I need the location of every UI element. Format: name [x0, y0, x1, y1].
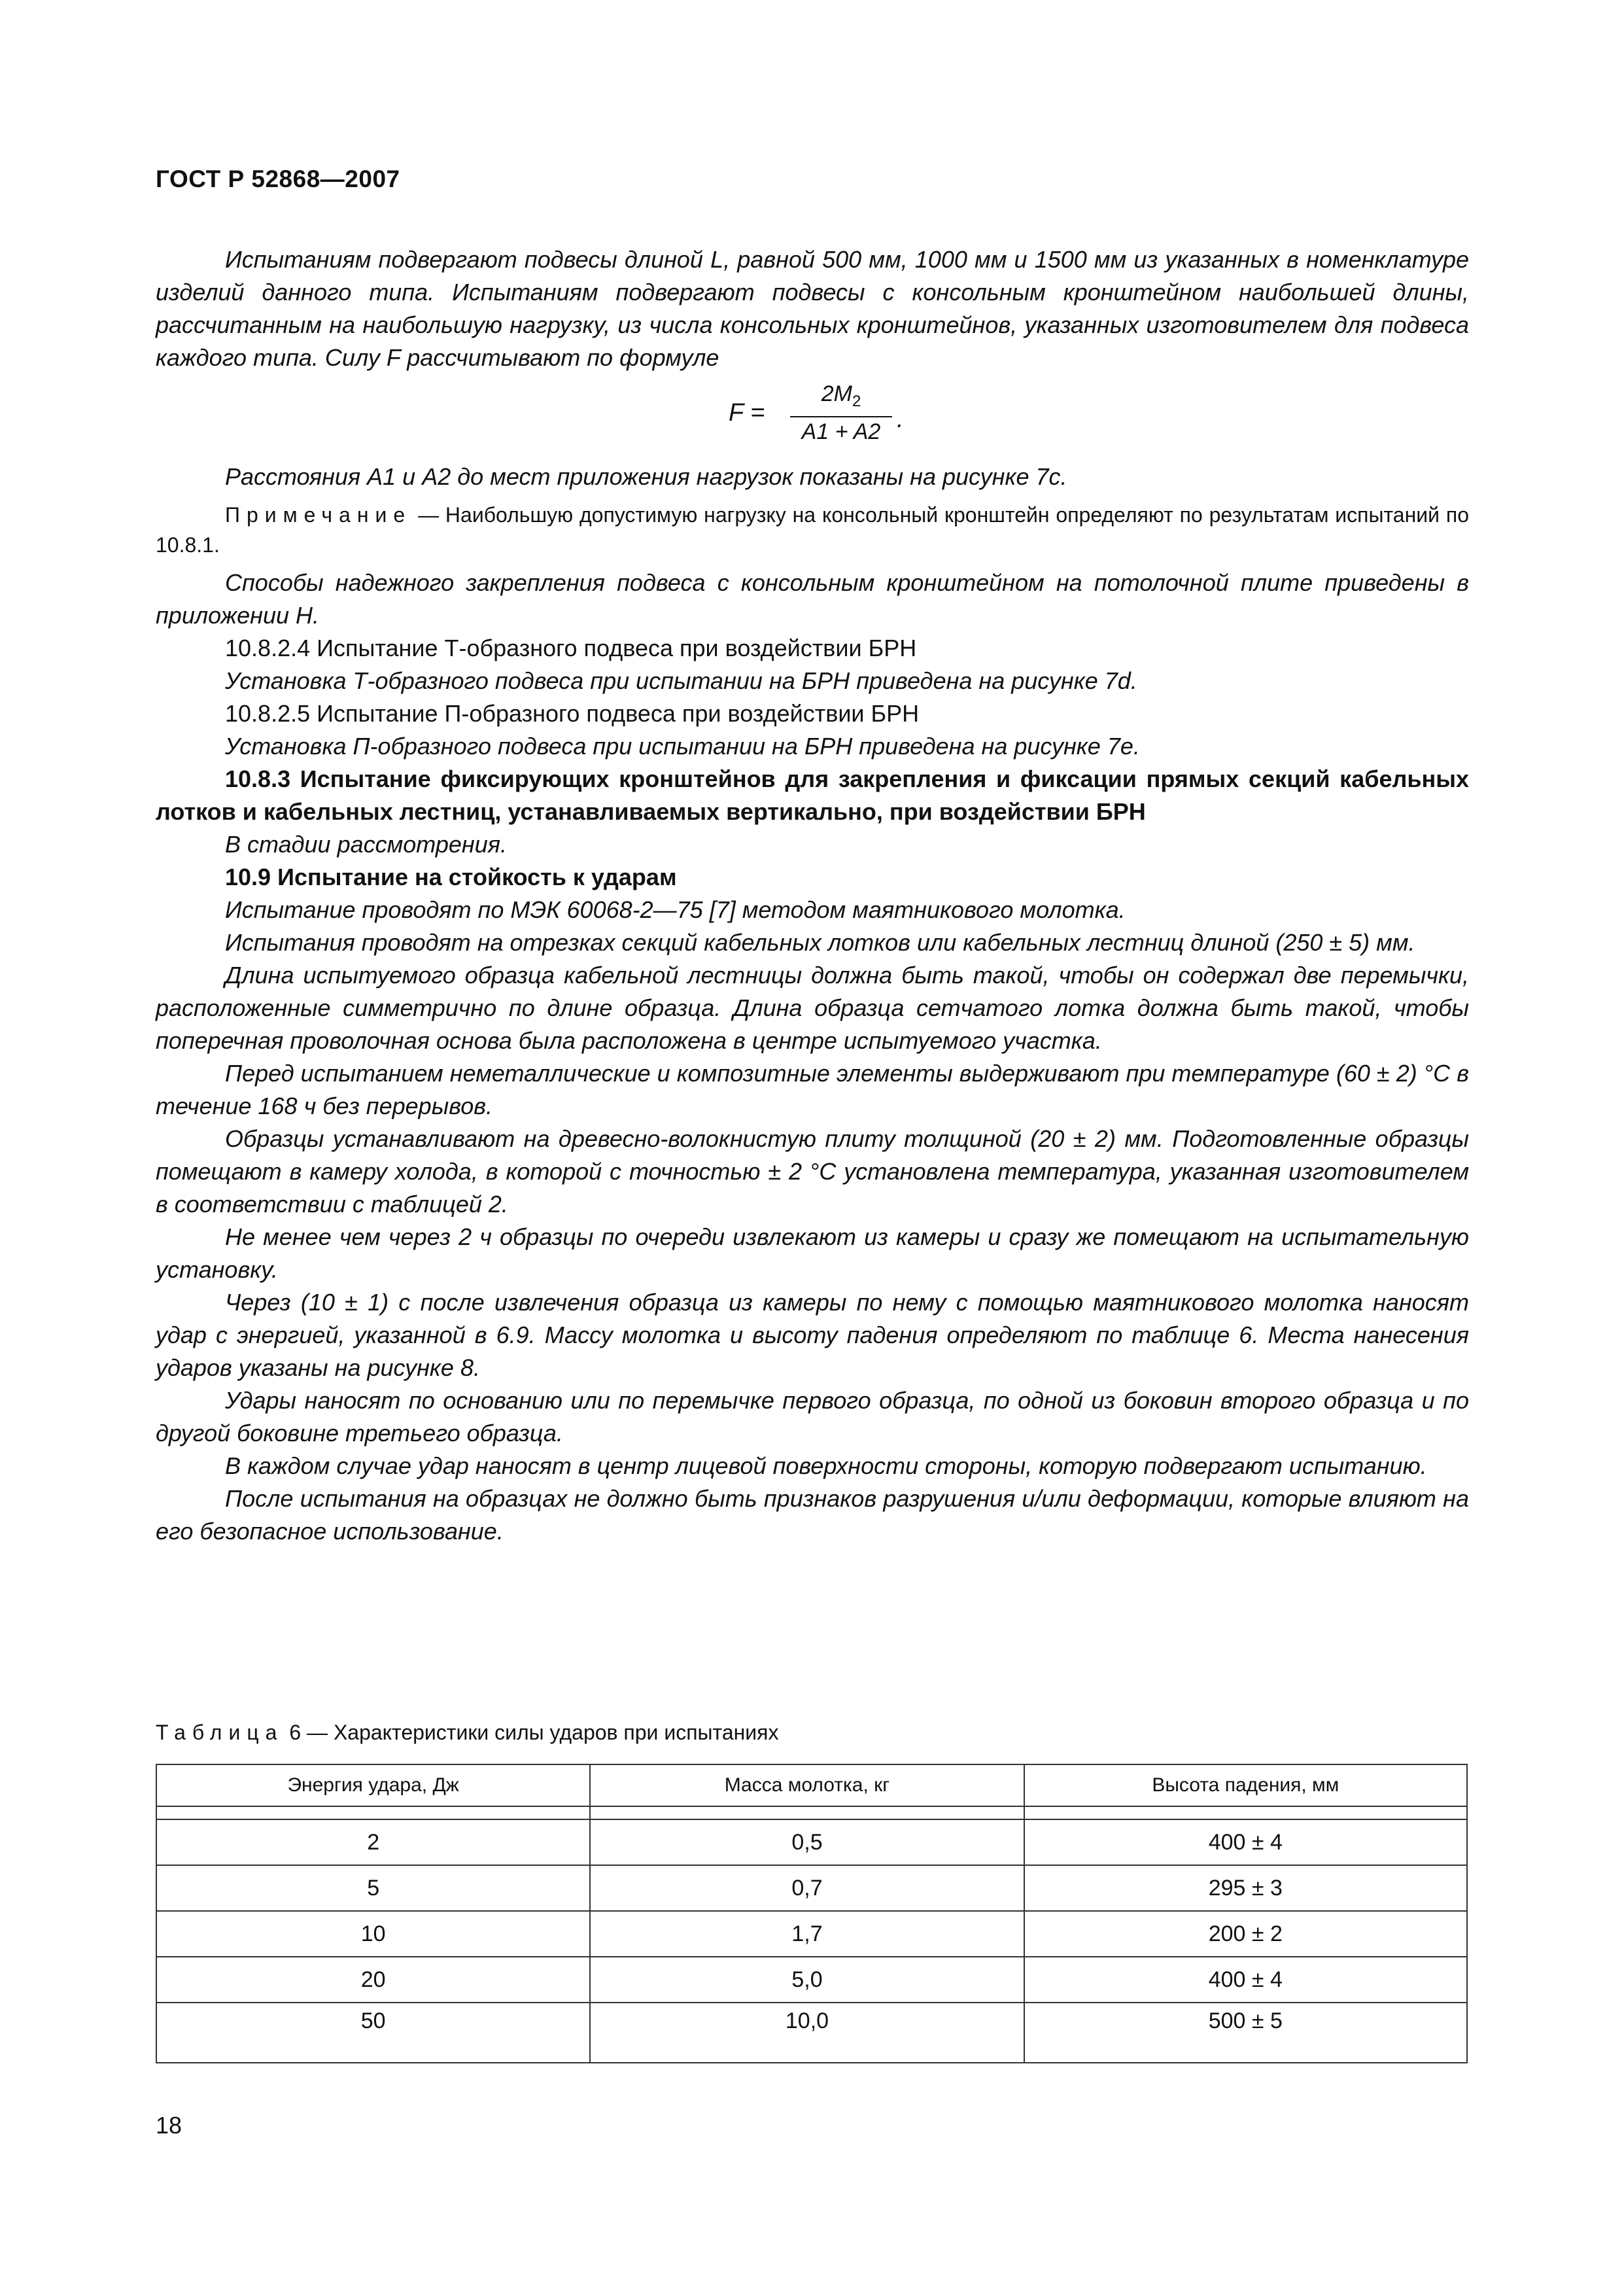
note: [156, 500, 1469, 560]
table-cell: 50: [156, 2003, 590, 2063]
formula-period: .: [897, 406, 904, 433]
table-cell: 5,0: [590, 1957, 1024, 2003]
formula-lhs: F =: [729, 399, 765, 427]
paragraph-fixing-methods: Способы надежного закрепления подвеса с консольным кронштейном на потолочной плите приведены в приложении Н.: [156, 569, 1469, 629]
paragraph-impact: Через (10 ± 1) с после извлечения образца из камеры по нему с помощью маятникового молотка наносят удар с энергией, указанной в 6.9. Массу молотка и высоту падения определяют по таблице 6. Места нанесения ударов указаны на рисунке 8.: [156, 1289, 1469, 1381]
table-caption-label: Таблица: [156, 1721, 284, 1744]
page-number: 18: [156, 2112, 182, 2139]
table-cell: 0,5: [590, 1819, 1024, 1865]
formula-fraction: [787, 379, 895, 446]
paragraph-samples: Испытания проводят на отрезках секций кабельных лотков или кабельных лестниц длиной (250 ± 5) мм.: [225, 929, 1415, 956]
paragraph-result: После испытания на образцах не должно быть признаков разрушения и/или деформации, которые влияют на его безопасное использование.: [156, 1485, 1469, 1545]
paragraph-impact-locations: Удары наносят по основанию или по перемычке первого образца, по одной из боковин второго образца и по другой боковине третьего образца.: [156, 1387, 1469, 1446]
table-6: [156, 1764, 1468, 2063]
table-cell: 400 ± 4: [1024, 1957, 1467, 2003]
note-label: Примечание: [225, 503, 412, 527]
table-6-caption: [156, 1721, 778, 1745]
document-header: ГОСТ Р 52868—2007: [156, 166, 400, 192]
formula-numerator: $2M_2$: [821, 381, 861, 410]
clause-10-8-2-4: 10.8.2.4 Испытание Т-образного подвеса при воздействии БРН: [225, 635, 917, 661]
table-header-cell: Энергия удара, Дж: [156, 1764, 590, 1806]
body-text: [156, 243, 1469, 1548]
formula-denominator: A1 + A2: [801, 419, 881, 444]
table-cell: 5: [156, 1865, 590, 1911]
paragraph-p-suspension: Установка П-образного подвеса при испытании на БРН приведена на рисунке 7e.: [225, 733, 1140, 760]
paragraph-conditioning: Перед испытанием неметаллические и композитные элементы выдерживают при температуре (60 ± 2) °С в течение 168 ч без перерывов.: [156, 1060, 1469, 1119]
table-cell: 0,7: [590, 1865, 1024, 1911]
table-row: [156, 1819, 1467, 1865]
table-cell: 500 ± 5: [1024, 2003, 1467, 2063]
table-header-cell: Высота падения, мм: [1024, 1764, 1467, 1806]
paragraph-iec-method: Испытание проводят по МЭК 60068-2—75 [7] методом маятникового молотка.: [225, 896, 1126, 923]
table-cell: 200 ± 2: [1024, 1911, 1467, 1957]
table-caption-text: 6 — Характеристики силы ударов при испытаниях: [283, 1721, 779, 1744]
note-text: — Наибольшую допустимую нагрузку на консольный кронштейн определяют по результатам испытаний по 10.8.1.: [156, 503, 1469, 557]
table-row: [156, 1911, 1467, 1957]
table-cell: 400 ± 4: [1024, 1819, 1467, 1865]
paragraph-test-suspensions: Испытаниям подвергают подвесы длиной L, равной 500 мм, 1000 мм и 1500 мм из указанных в номенклатуре изделий данного типа. Испытаниям подвергают подвесы с консольным кронштейном наибольшей длины, рассчитанным на наибольшую нагрузку, из числа консольных кронштейнов, указанных изготовителем для подвеса каждого типа. Силу F рассчитывают по формуле: [156, 246, 1469, 371]
table-spacer-row: [156, 1806, 1467, 1819]
paragraph-cold-chamber: Образцы устанавливают на древесно-волокнистую плиту толщиной (20 ± 2) мм. Подготовленные образцы помещают в камеру холода, в которой с точностью ± 2 °С установлена температура, указанная изготовителем в соответствии с таблицей 2.: [156, 1125, 1469, 1218]
clause-10-8-2-5: 10.8.2.5 Испытание П-образного подвеса при воздействии БРН: [225, 700, 920, 727]
force-formula: [156, 379, 1469, 451]
clause-10-8-3-heading: 10.8.3 Испытание фиксирующих кронштейнов для закрепления и фиксации прямых секций кабельных лотков и кабельных лестниц, устанавливаемых вертикально, при воздействии БРН: [156, 765, 1469, 825]
paragraph-sample-length: Длина испытуемого образца кабельной лестницы должна быть такой, чтобы он содержал две перемычки, расположенные симметрично по длине образца. Длина образца сетчатого лотка должна быть такой, чтобы поперечная проволочная основа была расположена в центре испытуемого участка.: [156, 962, 1469, 1054]
table-header-cell: Масса молотка, кг: [590, 1764, 1024, 1806]
table-cell: 2: [156, 1819, 590, 1865]
paragraph-impact-center: В каждом случае удар наносят в центр лицевой поверхности стороны, которую подвергают испытанию.: [225, 1452, 1427, 1479]
paragraph-distances: Расстояния А1 и А2 до мест приложения нагрузок показаны на рисунке 7c.: [225, 463, 1067, 490]
table-cell: 10,0: [590, 2003, 1024, 2063]
paragraph-under-review: В стадии рассмотрения.: [225, 831, 507, 858]
paragraph-t-suspension: Установка Т-образного подвеса при испытании на БРН приведена на рисунке 7d.: [225, 667, 1137, 694]
paragraph-extraction: Не менее чем через 2 ч образцы по очереди извлекают из камеры и сразу же помещают на испытательную установку.: [156, 1223, 1469, 1283]
clause-10-9-heading: 10.9 Испытание на стойкость к ударам: [225, 864, 677, 890]
table-cell: 20: [156, 1957, 590, 2003]
table-row: [156, 1865, 1467, 1911]
table-row: [156, 1957, 1467, 2003]
table-header-row: [156, 1764, 1467, 1806]
table-row: [156, 2003, 1467, 2063]
table-cell: 1,7: [590, 1911, 1024, 1957]
table-cell: 10: [156, 1911, 590, 1957]
table-cell: 295 ± 3: [1024, 1865, 1467, 1911]
